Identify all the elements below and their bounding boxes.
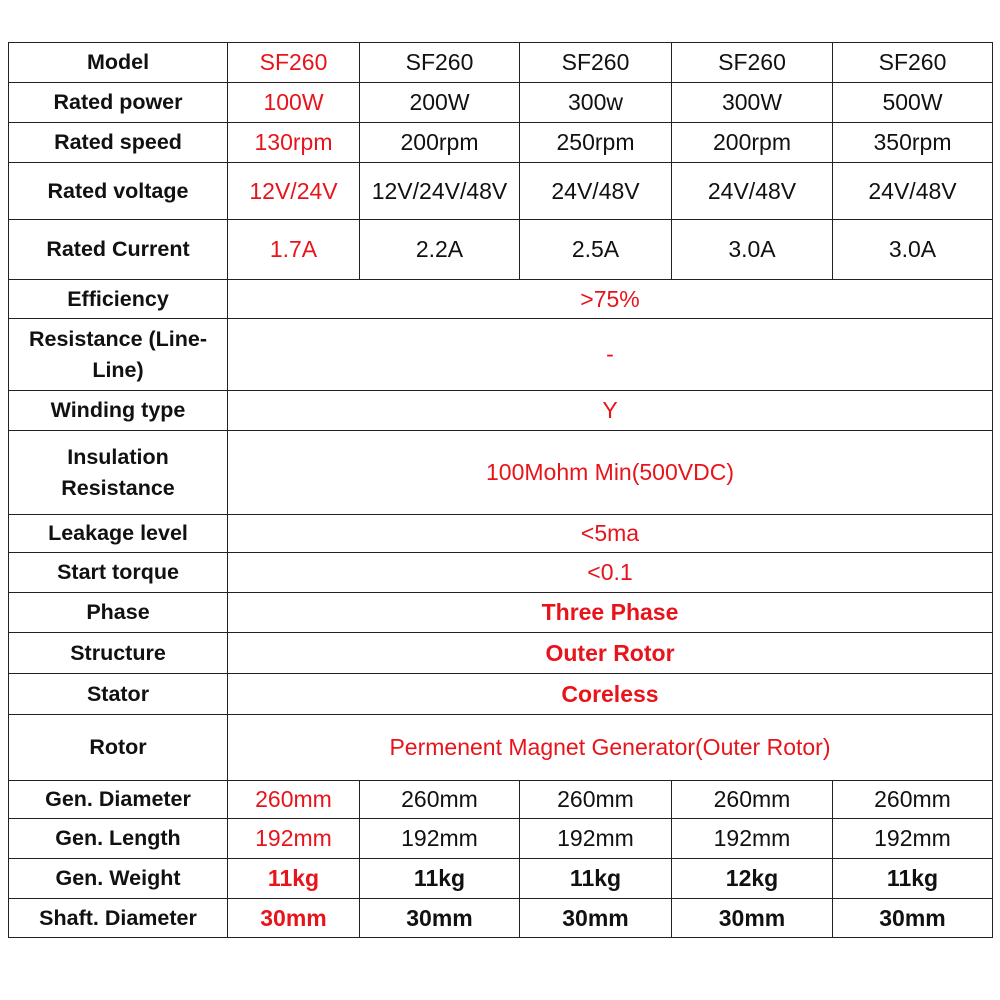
row-label-resistance: Resistance (Line-Line) <box>9 319 228 391</box>
row-gen-weight <box>9 859 993 899</box>
row-winding-type <box>9 391 993 431</box>
cell-rated-current-1: 1.7A <box>228 220 360 280</box>
row-start-torque <box>9 553 993 593</box>
cell-shaft-diameter-4: 30mm <box>672 899 833 938</box>
row-model <box>9 43 993 83</box>
row-leakage-level <box>9 515 993 553</box>
cell-gen-diameter-4: 260mm <box>672 781 833 819</box>
row-gen-length <box>9 819 993 859</box>
cell-rated-power-4: 300W <box>672 83 833 123</box>
cell-rated-power-1: 100W <box>228 83 360 123</box>
cell-stator: Coreless <box>228 674 993 715</box>
row-efficiency <box>9 280 993 319</box>
cell-start-torque: <0.1 <box>228 553 993 593</box>
row-rotor <box>9 715 993 781</box>
cell-shaft-diameter-3: 30mm <box>520 899 672 938</box>
row-label-shaft-diameter: Shaft. Diameter <box>9 899 228 938</box>
cell-rated-speed-5: 350rpm <box>833 123 993 163</box>
cell-rated-voltage-3: 24V/48V <box>520 163 672 220</box>
cell-gen-diameter-3: 260mm <box>520 781 672 819</box>
row-label-start-torque: Start torque <box>9 553 228 593</box>
row-label-insulation-resistance: Insulation Resistance <box>9 431 228 515</box>
cell-rated-current-4: 3.0A <box>672 220 833 280</box>
cell-gen-length-2: 192mm <box>360 819 520 859</box>
cell-model-3: SF260 <box>520 43 672 83</box>
cell-rated-current-5: 3.0A <box>833 220 993 280</box>
cell-gen-diameter-2: 260mm <box>360 781 520 819</box>
row-label-rotor: Rotor <box>9 715 228 781</box>
row-label-winding-type: Winding type <box>9 391 228 431</box>
row-phase <box>9 593 993 633</box>
row-label-gen-weight: Gen. Weight <box>9 859 228 899</box>
cell-structure: Outer Rotor <box>228 633 993 674</box>
row-label-structure: Structure <box>9 633 228 674</box>
cell-rated-power-2: 200W <box>360 83 520 123</box>
cell-resistance: - <box>228 319 993 391</box>
cell-model-5: SF260 <box>833 43 993 83</box>
cell-phase: Three Phase <box>228 593 993 633</box>
row-rated-speed <box>9 123 993 163</box>
cell-gen-length-1: 192mm <box>228 819 360 859</box>
row-gen-diameter <box>9 781 993 819</box>
cell-rotor: Permenent Magnet Generator(Outer Rotor) <box>228 715 993 781</box>
cell-rated-voltage-1: 12V/24V <box>228 163 360 220</box>
cell-rated-power-3: 300w <box>520 83 672 123</box>
cell-efficiency: >75% <box>228 280 993 319</box>
cell-rated-current-2: 2.2A <box>360 220 520 280</box>
cell-insulation-resistance: 100Mohm Min(500VDC) <box>228 431 993 515</box>
row-shaft-diameter <box>9 899 993 938</box>
row-label-model: Model <box>9 43 228 83</box>
cell-gen-diameter-5: 260mm <box>833 781 993 819</box>
cell-gen-weight-2: 11kg <box>360 859 520 899</box>
cell-rated-voltage-2: 12V/24V/48V <box>360 163 520 220</box>
cell-winding-type: Y <box>228 391 993 431</box>
cell-gen-length-3: 192mm <box>520 819 672 859</box>
cell-gen-length-4: 192mm <box>672 819 833 859</box>
cell-rated-voltage-4: 24V/48V <box>672 163 833 220</box>
row-label-stator: Stator <box>9 674 228 715</box>
cell-shaft-diameter-5: 30mm <box>833 899 993 938</box>
row-rated-current <box>9 220 993 280</box>
row-label-efficiency: Efficiency <box>9 280 228 319</box>
row-label-rated-current: Rated Current <box>9 220 228 280</box>
row-label-rated-speed: Rated speed <box>9 123 228 163</box>
cell-leakage-level: <5ma <box>228 515 993 553</box>
cell-gen-diameter-1: 260mm <box>228 781 360 819</box>
row-rated-voltage <box>9 163 993 220</box>
row-structure <box>9 633 993 674</box>
cell-shaft-diameter-1: 30mm <box>228 899 360 938</box>
cell-rated-voltage-5: 24V/48V <box>833 163 993 220</box>
row-insulation-resistance <box>9 431 993 515</box>
cell-gen-weight-5: 11kg <box>833 859 993 899</box>
spec-table <box>8 42 993 938</box>
row-label-phase: Phase <box>9 593 228 633</box>
cell-gen-length-5: 192mm <box>833 819 993 859</box>
cell-model-1: SF260 <box>228 43 360 83</box>
cell-model-2: SF260 <box>360 43 520 83</box>
row-stator <box>9 674 993 715</box>
cell-gen-weight-1: 11kg <box>228 859 360 899</box>
cell-model-4: SF260 <box>672 43 833 83</box>
cell-rated-power-5: 500W <box>833 83 993 123</box>
cell-rated-speed-1: 130rpm <box>228 123 360 163</box>
row-label-gen-diameter: Gen. Diameter <box>9 781 228 819</box>
cell-gen-weight-4: 12kg <box>672 859 833 899</box>
row-rated-power <box>9 83 993 123</box>
cell-gen-weight-3: 11kg <box>520 859 672 899</box>
row-resistance <box>9 319 993 391</box>
cell-rated-current-3: 2.5A <box>520 220 672 280</box>
cell-shaft-diameter-2: 30mm <box>360 899 520 938</box>
row-label-rated-power: Rated power <box>9 83 228 123</box>
row-label-rated-voltage: Rated voltage <box>9 163 228 220</box>
row-label-leakage-level: Leakage level <box>9 515 228 553</box>
cell-rated-speed-3: 250rpm <box>520 123 672 163</box>
cell-rated-speed-2: 200rpm <box>360 123 520 163</box>
cell-rated-speed-4: 200rpm <box>672 123 833 163</box>
row-label-gen-length: Gen. Length <box>9 819 228 859</box>
